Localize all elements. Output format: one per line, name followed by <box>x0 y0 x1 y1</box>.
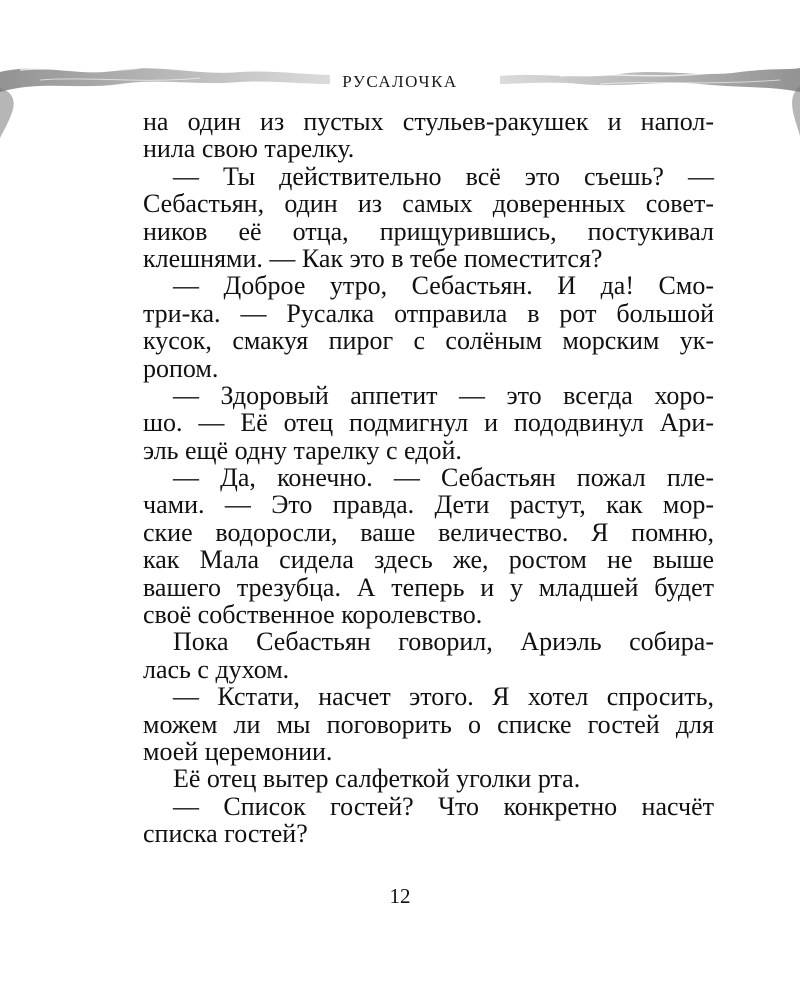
text-line: можем ли мы поговорить о списке гостей для <box>143 709 714 739</box>
text-line: Её отец вытер салфеткой уголки рта. <box>173 764 581 794</box>
text-line: Себастьян, один из самых доверенных совет- <box>143 189 714 219</box>
text-line: на один из пустых стульев-ракушек и напол- <box>143 107 714 136</box>
text-line: ские водоросли, ваше величество. Я помню, <box>143 517 714 547</box>
text-line: — Кстати, насчет этого. Я хотел спросить, <box>173 682 714 712</box>
text-line: шо. — Её отец подмигнул и пододвинул Ари- <box>143 408 714 438</box>
text-line: лась с духом. <box>143 654 290 684</box>
text-line: списка гостей? <box>143 819 308 849</box>
text-line: чами. — Это правда. Дети растут, как мор- <box>143 490 714 520</box>
text-line: ропом. <box>143 353 219 383</box>
text-line: — Доброе утро, Себастьян. И да! Смо- <box>173 271 714 301</box>
text-line: — Ты действительно всё это съешь? — <box>173 161 714 191</box>
running-title: РУСАЛОЧКА <box>342 72 458 91</box>
text-line: — Здоровый аппетит — это всегда хоро- <box>173 380 714 410</box>
text-line: Пока Себастьян говорил, Ариэль собира- <box>173 627 714 657</box>
text-line: своё собственное королевство. <box>143 600 483 630</box>
text-line: моей церемонии. <box>143 736 333 766</box>
text-line: нила свою тарелку. <box>143 134 355 164</box>
text-line: три-ка. — Русалка отправила в рот большой <box>143 298 714 328</box>
text-line: — Список гостей? Что конкретно насчёт <box>173 791 714 821</box>
text-line: кусок, смакуя пирог с солёным морским ук- <box>143 326 714 356</box>
text-line: эль ещё одну тарелку с едой. <box>143 435 462 465</box>
page-number: 12 <box>389 884 411 908</box>
text-line: как Мала сидела здесь же, ростом не выше <box>143 545 714 575</box>
text-line: вашего трезубца. А теперь и у младшей будет <box>143 572 714 602</box>
text-line: — Да, конечно. — Себастьян пожал пле- <box>173 463 714 493</box>
body-text <box>143 108 714 848</box>
text-line: ников её отца, прищурившись, постукивал <box>143 216 714 246</box>
text-line: клешнями. — Как это в тебе поместится? <box>143 243 603 273</box>
